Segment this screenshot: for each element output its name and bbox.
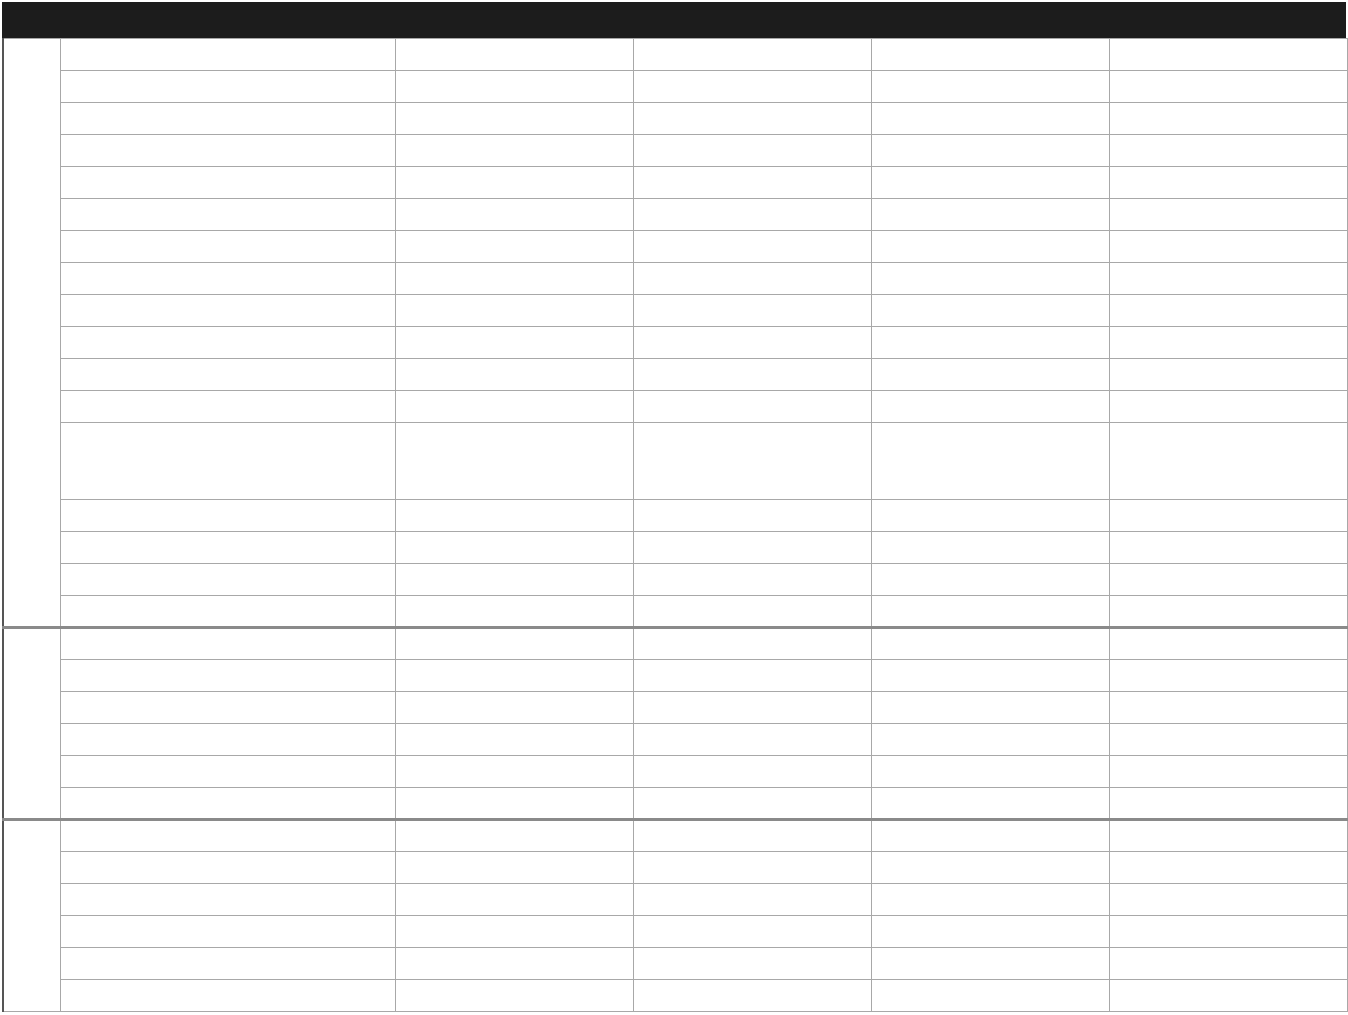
row-label <box>60 564 395 596</box>
table-row <box>3 724 1347 756</box>
value-cell <box>1109 532 1347 564</box>
value-cell <box>395 948 633 980</box>
value-cell <box>871 788 1109 820</box>
row-label <box>60 423 395 500</box>
row-label <box>60 660 395 692</box>
table-row <box>3 263 1347 295</box>
table-row <box>3 423 1347 500</box>
table-row <box>3 71 1347 103</box>
value-cell <box>871 423 1109 500</box>
value-cell <box>395 660 633 692</box>
value-cell <box>1109 295 1347 327</box>
table-row <box>3 820 1347 852</box>
value-cell <box>633 359 871 391</box>
value-cell <box>1109 884 1347 916</box>
value-cell <box>633 532 871 564</box>
technical-data-header <box>2 2 1346 38</box>
value-cell <box>1109 500 1347 532</box>
value-cell <box>871 263 1109 295</box>
table-row <box>3 359 1347 391</box>
value-cell <box>871 660 1109 692</box>
row-label <box>60 500 395 532</box>
row-label <box>60 359 395 391</box>
table-row <box>3 660 1347 692</box>
table-row <box>3 135 1347 167</box>
value-cell <box>1109 628 1347 660</box>
value-cell <box>395 391 633 423</box>
value-cell <box>395 103 633 135</box>
row-label <box>60 167 395 199</box>
value-cell <box>395 820 633 852</box>
value-cell <box>1109 564 1347 596</box>
row-label <box>60 596 395 628</box>
value-cell <box>1109 980 1347 1012</box>
value-cell <box>871 724 1109 756</box>
value-cell <box>395 724 633 756</box>
table-row <box>3 564 1347 596</box>
row-label <box>60 231 395 263</box>
row-label <box>60 628 395 660</box>
value-cell <box>871 39 1109 71</box>
row-label <box>60 199 395 231</box>
row-label <box>60 852 395 884</box>
value-cell <box>633 135 871 167</box>
value-cell <box>1109 359 1347 391</box>
value-cell <box>871 596 1109 628</box>
row-label <box>60 724 395 756</box>
value-cell <box>395 916 633 948</box>
value-cell <box>871 692 1109 724</box>
row-label <box>60 135 395 167</box>
value-cell <box>395 628 633 660</box>
value-cell <box>1109 596 1347 628</box>
value-cell <box>871 820 1109 852</box>
value-cell <box>871 295 1109 327</box>
value-cell <box>633 327 871 359</box>
value-cell <box>1109 820 1347 852</box>
value-cell <box>871 948 1109 980</box>
value-cell <box>871 167 1109 199</box>
row-label <box>60 820 395 852</box>
value-cell <box>633 692 871 724</box>
value-cell <box>633 231 871 263</box>
table-row <box>3 103 1347 135</box>
table-row <box>3 39 1347 71</box>
value-cell <box>1109 724 1347 756</box>
value-cell <box>395 564 633 596</box>
row-label <box>60 39 395 71</box>
value-cell <box>633 500 871 532</box>
row-label <box>60 391 395 423</box>
table-row <box>3 948 1347 980</box>
table-row <box>3 327 1347 359</box>
row-label <box>60 884 395 916</box>
value-cell <box>633 423 871 500</box>
group-label-cell <box>3 628 60 820</box>
value-cell <box>633 391 871 423</box>
value-cell <box>1109 948 1347 980</box>
row-label <box>60 756 395 788</box>
value-cell <box>395 295 633 327</box>
value-cell <box>871 135 1109 167</box>
table-row <box>3 628 1347 660</box>
value-cell <box>1109 39 1347 71</box>
value-cell <box>395 980 633 1012</box>
value-cell <box>633 916 871 948</box>
value-cell <box>633 884 871 916</box>
value-cell <box>1109 660 1347 692</box>
row-label <box>60 788 395 820</box>
value-cell <box>395 167 633 199</box>
value-cell <box>1109 103 1347 135</box>
value-cell <box>395 231 633 263</box>
value-cell <box>1109 692 1347 724</box>
table-row <box>3 167 1347 199</box>
table-row <box>3 852 1347 884</box>
value-cell <box>395 199 633 231</box>
value-cell <box>633 980 871 1012</box>
value-cell <box>1109 852 1347 884</box>
table-row <box>3 231 1347 263</box>
row-label <box>60 327 395 359</box>
value-cell <box>1109 916 1347 948</box>
value-cell <box>871 980 1109 1012</box>
row-label <box>60 263 395 295</box>
value-cell <box>395 263 633 295</box>
table-row <box>3 500 1347 532</box>
value-cell <box>871 327 1109 359</box>
table-row <box>3 391 1347 423</box>
group-label-cell <box>3 820 60 1012</box>
value-cell <box>633 660 871 692</box>
value-cell <box>1109 199 1347 231</box>
row-label <box>60 71 395 103</box>
value-cell <box>871 500 1109 532</box>
value-cell <box>633 39 871 71</box>
row-label <box>60 916 395 948</box>
value-cell <box>871 231 1109 263</box>
value-cell <box>871 391 1109 423</box>
row-label <box>60 692 395 724</box>
row-label <box>60 980 395 1012</box>
value-cell <box>395 596 633 628</box>
spec-table <box>2 38 1348 1012</box>
table-row <box>3 916 1347 948</box>
value-cell <box>395 500 633 532</box>
value-cell <box>1109 327 1347 359</box>
table-row <box>3 692 1347 724</box>
value-cell <box>633 724 871 756</box>
value-cell <box>871 199 1109 231</box>
value-cell <box>871 852 1109 884</box>
value-cell <box>395 532 633 564</box>
value-cell <box>871 71 1109 103</box>
row-label <box>60 532 395 564</box>
value-cell <box>871 359 1109 391</box>
value-cell <box>633 263 871 295</box>
value-cell <box>395 39 633 71</box>
table-row <box>3 199 1347 231</box>
value-cell <box>395 327 633 359</box>
value-cell <box>633 199 871 231</box>
table-row <box>3 884 1347 916</box>
value-cell <box>1109 263 1347 295</box>
value-cell <box>395 852 633 884</box>
value-cell <box>633 564 871 596</box>
value-cell <box>395 788 633 820</box>
value-cell <box>395 135 633 167</box>
value-cell <box>871 532 1109 564</box>
value-cell <box>633 820 871 852</box>
value-cell <box>395 71 633 103</box>
value-cell <box>633 295 871 327</box>
row-label <box>60 948 395 980</box>
value-cell <box>633 71 871 103</box>
value-cell <box>1109 788 1347 820</box>
value-cell <box>1109 423 1347 500</box>
value-cell <box>871 756 1109 788</box>
table-row <box>3 532 1347 564</box>
value-cell <box>1109 71 1347 103</box>
value-cell <box>871 103 1109 135</box>
value-cell <box>395 692 633 724</box>
value-cell <box>1109 167 1347 199</box>
table-row <box>3 788 1347 820</box>
value-cell <box>871 564 1109 596</box>
value-cell <box>871 884 1109 916</box>
value-cell <box>633 948 871 980</box>
value-cell <box>395 423 633 500</box>
value-cell <box>633 628 871 660</box>
value-cell <box>633 167 871 199</box>
value-cell <box>1109 756 1347 788</box>
value-cell <box>633 756 871 788</box>
value-cell <box>633 852 871 884</box>
value-cell <box>633 788 871 820</box>
value-cell <box>633 103 871 135</box>
value-cell <box>871 916 1109 948</box>
value-cell <box>1109 231 1347 263</box>
table-row <box>3 980 1347 1012</box>
table-row <box>3 596 1347 628</box>
group-label-cell <box>3 39 60 628</box>
value-cell <box>1109 391 1347 423</box>
table-row <box>3 756 1347 788</box>
value-cell <box>395 359 633 391</box>
row-label <box>60 103 395 135</box>
table-row <box>3 295 1347 327</box>
value-cell <box>395 884 633 916</box>
row-label <box>60 295 395 327</box>
value-cell <box>871 628 1109 660</box>
value-cell <box>1109 135 1347 167</box>
value-cell <box>633 596 871 628</box>
value-cell <box>395 756 633 788</box>
